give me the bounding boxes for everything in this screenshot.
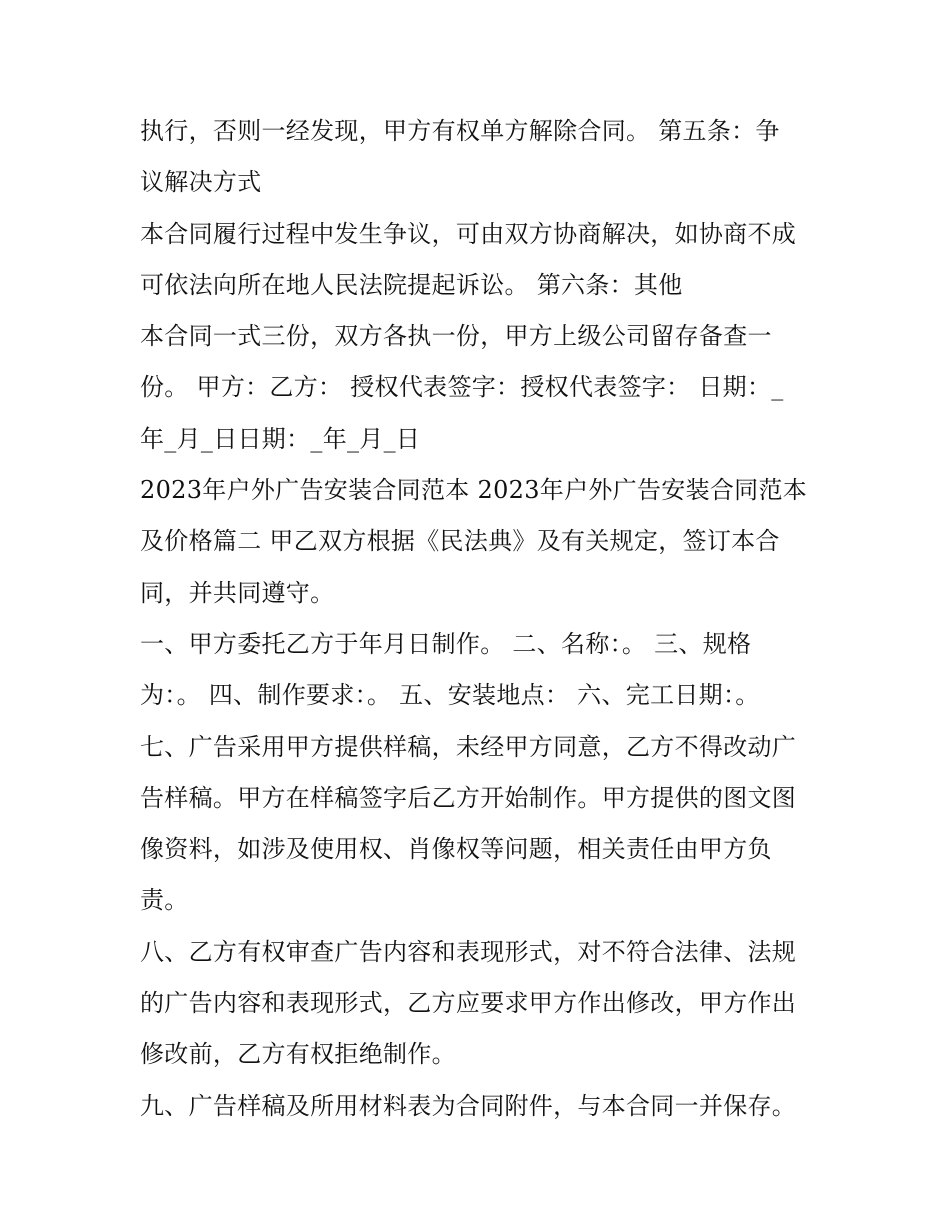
text-line: 可依法向所在地人民法院提起诉讼。 第六条：其他 (140, 270, 683, 299)
text-line: 本合同一式三份，双方各执一份，甲方上级公司留存备查一 (140, 322, 772, 351)
text-line: 本合同履行过程中发生争议，可由双方协商解决，如协商不成 (140, 219, 797, 248)
text-line: 为：。 四、制作要求：。 五、安装地点： 六、完工日期：。 (140, 681, 760, 710)
text-line: 的广告内容和表现形式，乙方应要求甲方作出修改，甲方作出 (140, 989, 797, 1018)
text-line: 执行，否则一经发现，甲方有权单方解除合同。 第五条：争 (140, 117, 780, 145)
text-line: 及价格篇二 甲乙双方根据《民法典》及有关规定，签订本合 (140, 527, 780, 556)
text-line: 责。 (140, 886, 189, 915)
text-line: 像资料，如涉及使用权、肖像权等问题，相关责任由甲方负 (140, 835, 772, 864)
contract-body-text (140, 106, 820, 1132)
text-line: 八、乙方有权审查广告内容和表现形式，对不符合法律、法规 (140, 937, 797, 966)
text-line: 一、甲方委托乙方于年月日制作。 二、名称：。 三、规格 (140, 629, 752, 658)
text-line: 年_月_日日期：_年_月_日 (140, 424, 421, 453)
text-line: 告样稿。甲方在样稿签字后乙方开始制作。甲方提供的图文图 (140, 783, 797, 812)
text-line: 议解决方式 (140, 168, 262, 197)
text-line: 份。 甲方：乙方： 授权代表签字：授权代表签字： 日期：_ (140, 373, 784, 402)
text-line: 2023年户外广告安装合同范本 2023年户外广告安装合同范本 (140, 476, 808, 505)
text-line: 同，并共同遵守。 (140, 578, 335, 607)
text-line: 修改前，乙方有权拒绝制作。 (140, 1040, 456, 1069)
text-line: 九、广告样稿及所用材料表为合同附件，与本合同一并保存。 (140, 1091, 797, 1120)
text-line: 七、广告采用甲方提供样稿，未经甲方同意，乙方不得改动广 (140, 732, 797, 761)
